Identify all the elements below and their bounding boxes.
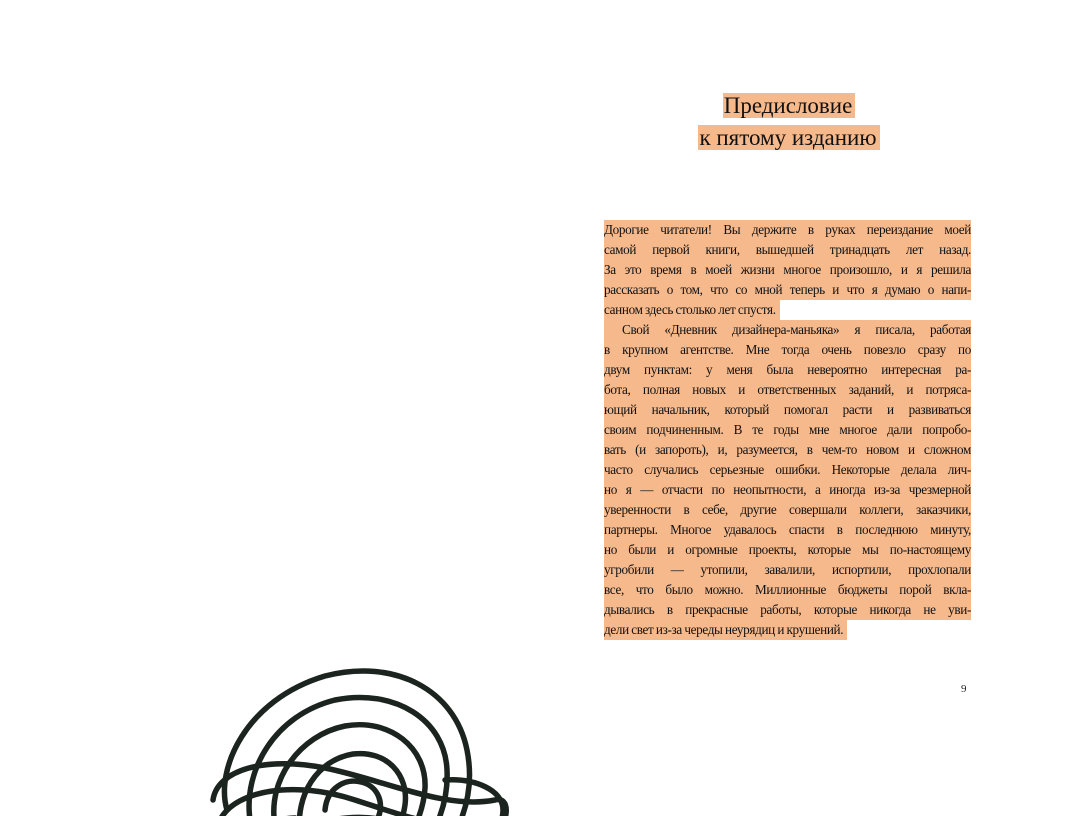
text-line: угробили — утопили, завалили, испортили, прохлопали — [604, 560, 971, 580]
text-line: своим подчиненным. В те годы мне многое дали попробо- — [604, 420, 971, 440]
left-page — [0, 0, 544, 816]
text-line: санном здесь столько лет спустя. — [604, 300, 971, 320]
text-line: дывались в прекрасные работы, которые никогда не уви- — [604, 600, 971, 620]
text-line: часто случались серьезные ошибки. Некоторые делала лич- — [604, 460, 971, 480]
text-line: но я — отчасти по неопытности, а иногда из-за чрезмерной — [604, 480, 971, 500]
text-line: ющий начальник, который помогал расти и развиваться — [604, 400, 971, 420]
chapter-title — [545, 90, 1033, 154]
text-line: все, что было можно. Миллионные бюджеты порой вкла- — [604, 580, 971, 600]
text-line: в крупном агентстве. Мне тогда очень повезло сразу по — [604, 340, 971, 360]
text-line: вать (и запороть), и, разумеется, в чем-то новом и сложном — [604, 440, 971, 460]
text-line: самой первой книги, вышедшей тринадцать лет назад. — [604, 240, 971, 260]
text-line: дели свет из-за череды неурядиц и крушений. — [604, 620, 971, 640]
spiral-scribble-icon — [205, 660, 515, 816]
text-line: партнеры. Многое удавалось спасти в последнюю минуту, — [604, 520, 971, 540]
right-page — [545, 0, 1089, 816]
text-line: За это время в моей жизни многое произошло, и я решила — [604, 260, 971, 280]
chapter-title-line: Предисловие — [723, 93, 856, 118]
chapter-title-line: к пятому изданию — [698, 125, 879, 150]
text-line: двум пунктам: у меня была невероятно интересная ра- — [604, 360, 971, 380]
text-line: уверенности в себе, другие совершали коллеги, заказчики, — [604, 500, 971, 520]
page-number: 9 — [961, 683, 967, 695]
text-line: Свой «Дневник дизайнера-маньяка» я писала, работая — [604, 320, 971, 340]
text-line: Дорогие читатели! Вы держите в руках переиздание моей — [604, 220, 971, 240]
text-line: рассказать о том, что со мной теперь и что я думаю о напи- — [604, 280, 971, 300]
text-line: но были и огромные проекты, которые мы по-настоящему — [604, 540, 971, 560]
spiral-scribble-illustration — [205, 660, 515, 816]
text-line: бота, полная новых и ответственных заданий, и потряса- — [604, 380, 971, 400]
body-text — [604, 220, 971, 640]
